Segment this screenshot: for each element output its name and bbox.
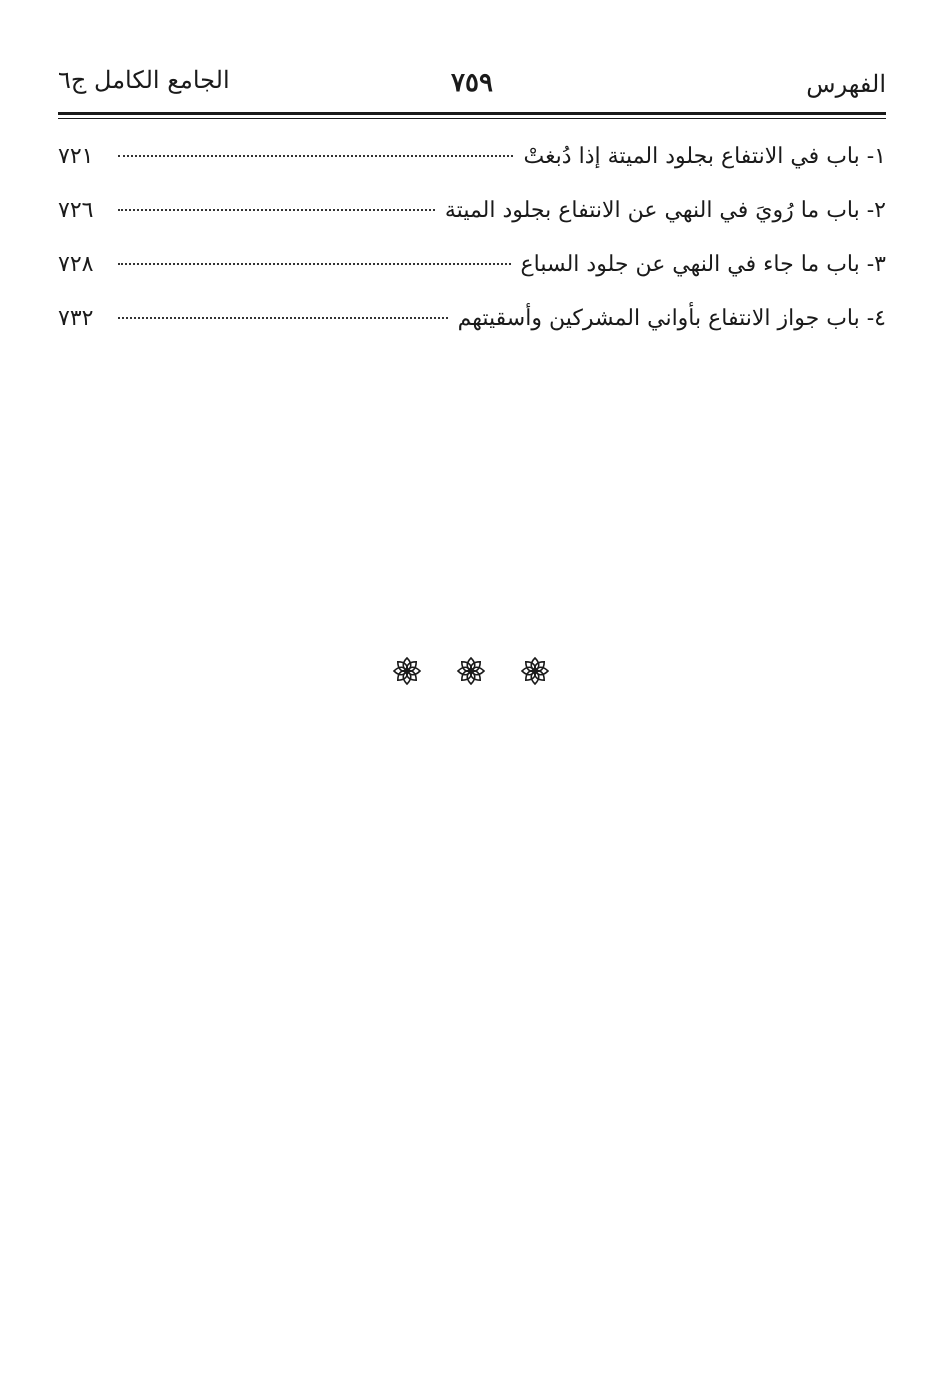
toc-entry[interactable] — [58, 144, 886, 198]
flower-ornament-icon — [456, 656, 486, 686]
toc-entry-title: ٣- باب ما جاء في النهي عن جلود السباع — [520, 252, 886, 277]
toc-leader-dots — [118, 317, 448, 319]
page-header — [58, 62, 886, 106]
header-rule-thin — [58, 118, 886, 119]
flower-ornament-icon — [392, 656, 422, 686]
page-number: ٧٥٩ — [451, 68, 493, 98]
toc-entry-page: ٧٣٢ — [58, 306, 94, 331]
toc-entry-page: ٧٢٦ — [58, 198, 94, 223]
toc-entry[interactable] — [58, 198, 886, 252]
toc-entry-title: ٤- باب جواز الانتفاع بأواني المشركين وأسقيتهم — [457, 306, 886, 331]
flower-ornament-icon — [520, 656, 550, 686]
book-title: الجامع الكامل ج٦ — [58, 66, 230, 94]
toc-leader-dots — [118, 209, 435, 211]
toc-entry-page: ٧٢١ — [58, 144, 94, 169]
section-end-ornaments — [0, 656, 942, 686]
section-title: الفهرس — [806, 70, 886, 98]
toc-entry[interactable] — [58, 306, 886, 360]
toc-leader-dots — [118, 263, 511, 265]
toc-leader-dots — [118, 155, 513, 157]
header-rule-thick — [58, 112, 886, 115]
toc-entry-page: ٧٢٨ — [58, 252, 94, 277]
toc-entry-title: ١- باب في الانتفاع بجلود الميتة إذا دُبغتْ — [523, 144, 886, 169]
toc-entry-title: ٢- باب ما رُويَ في النهي عن الانتفاع بجلود الميتة — [444, 198, 886, 223]
toc-entry[interactable] — [58, 252, 886, 306]
table-of-contents — [58, 144, 886, 360]
